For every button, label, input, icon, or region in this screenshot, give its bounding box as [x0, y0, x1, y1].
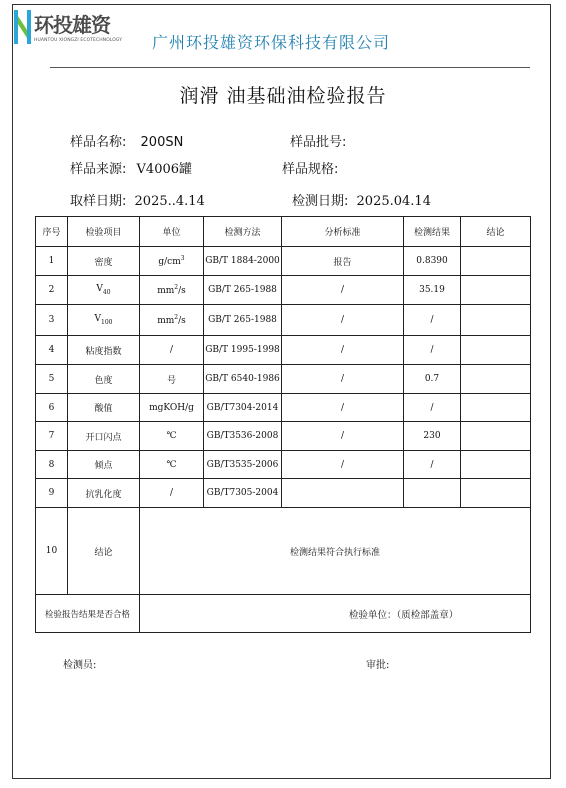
row-unit: / [140, 336, 204, 365]
test-date-value: 2025.04.14 [356, 194, 431, 209]
row-no: 2 [36, 276, 68, 305]
table-row [36, 305, 531, 336]
row-result: / [404, 451, 461, 479]
row-method: GB/T3535-2006 [204, 451, 282, 479]
row-no: 5 [36, 365, 68, 394]
table-row [36, 276, 531, 305]
row-unit: / [140, 479, 204, 508]
row-unit: $g/cm^3$ [140, 247, 204, 276]
row-item: $V_{100}$ [68, 305, 140, 336]
sample-name-field [70, 131, 183, 150]
row-standard: / [282, 276, 404, 305]
table-row [36, 451, 531, 479]
table-row [36, 247, 531, 276]
row-conclusion [461, 451, 531, 479]
sample-date-value: 2025..4.14 [134, 194, 205, 209]
header-method: 检测方法 [204, 217, 282, 247]
row-conclusion [461, 394, 531, 422]
row-no: 6 [36, 394, 68, 422]
header-standard: 分析标准 [282, 217, 404, 247]
source-field [70, 158, 192, 177]
spec-label: 样品规格: [282, 162, 339, 177]
row-unit: mgKOH/g [140, 394, 204, 422]
table-row [36, 479, 531, 508]
row-item: 粘度指数 [68, 336, 140, 365]
row-unit: ℃ [140, 422, 204, 451]
sample-date-field [70, 190, 205, 209]
row-result: 230 [404, 422, 461, 451]
row-method: GB/T 6540-1986 [204, 365, 282, 394]
inspector-label: 检测员: [63, 660, 97, 671]
row-result: 0.7 [404, 365, 461, 394]
row-no: 9 [36, 479, 68, 508]
table-row [36, 336, 531, 365]
row-conclusion [461, 336, 531, 365]
source-label: 样品来源: [70, 162, 127, 177]
table-row [36, 422, 531, 451]
row-method: GB/T3536-2008 [204, 422, 282, 451]
header-result: 检测结果 [404, 217, 461, 247]
row-item: 密度 [68, 247, 140, 276]
row-unit: 号 [140, 365, 204, 394]
row-result [404, 479, 461, 508]
test-date-label: 检测日期: [292, 194, 349, 209]
row-no: 1 [36, 247, 68, 276]
logo-name: 环投雄资 [34, 13, 110, 37]
row-standard [282, 479, 404, 508]
row-conclusion [461, 365, 531, 394]
table-row [36, 394, 531, 422]
qualify-row [36, 595, 531, 633]
row-unit: $mm^2/s$ [140, 276, 204, 305]
row-method: GB/T 265-1988 [204, 276, 282, 305]
row-conclusion [461, 422, 531, 451]
spec-field [282, 158, 338, 177]
test-date-field [292, 190, 431, 209]
header-unit: 单位 [140, 217, 204, 247]
row-item: 抗乳化度 [68, 479, 140, 508]
row-method: GB/T 265-1988 [204, 305, 282, 336]
row-standard: / [282, 451, 404, 479]
qualify-label: 检验报告结果是否合格 [36, 595, 140, 633]
conclusion-text: 检测结果符合执行标准 [140, 508, 531, 595]
company-name: 广州环投雄资环保科技有限公司 [152, 33, 391, 52]
row-no: 7 [36, 422, 68, 451]
row-conclusion [461, 479, 531, 508]
row-method: GB/T 1884-2000 [204, 247, 282, 276]
row-conclusion [461, 305, 531, 336]
batch-label: 样品批号: [290, 135, 347, 150]
row-result: 0.8390 [404, 247, 461, 276]
row-method: GB/T7304-2014 [204, 394, 282, 422]
row-method: GB/T 1995-1998 [204, 336, 282, 365]
logo-subtitle: HUANTOU XIONGZI ECOTECHNOLOGY [34, 38, 123, 43]
logo-mark-icon [14, 8, 32, 46]
row-standard: / [282, 336, 404, 365]
sample-date-label: 取样日期: [70, 194, 127, 209]
report-title: 润滑 油基础油检验报告 [179, 85, 387, 107]
conclusion-row [36, 508, 531, 595]
company-logo [14, 8, 123, 50]
row-result: / [404, 336, 461, 365]
conclusion-label: 结论 [68, 508, 140, 595]
row-conclusion [461, 247, 531, 276]
row-no: 3 [36, 305, 68, 336]
sample-name-value: 200SN [140, 135, 184, 150]
header-item: 检验项目 [68, 217, 140, 247]
qualify-unit-label: 检验单位：（质检部盖章） [140, 595, 531, 633]
header-no: 序号 [36, 217, 68, 247]
row-unit: $mm^2/s$ [140, 305, 204, 336]
row-item: 酸值 [68, 394, 140, 422]
row-item: 开口闪点 [68, 422, 140, 451]
row-standard: / [282, 422, 404, 451]
row-item: 色度 [68, 365, 140, 394]
row-no: 8 [36, 451, 68, 479]
row-standard: / [282, 394, 404, 422]
header-conclusion: 结论 [461, 217, 531, 247]
batch-field [290, 131, 346, 150]
row-standard: / [282, 305, 404, 336]
table-header-row [36, 217, 531, 247]
sample-name-label: 样品名称: [70, 135, 127, 150]
header-divider [50, 67, 530, 68]
row-unit: ℃ [140, 451, 204, 479]
source-value: V4006罐 [136, 162, 193, 177]
row-result: / [404, 394, 461, 422]
row-conclusion [461, 276, 531, 305]
row-result: / [404, 305, 461, 336]
row-method: GB/T7305-2004 [204, 479, 282, 508]
row-standard: / [282, 365, 404, 394]
row-item: $V_{40}$ [68, 276, 140, 305]
reviewer-label: 审批: [366, 660, 390, 671]
row-standard: 报告 [282, 247, 404, 276]
row-item: 倾点 [68, 451, 140, 479]
row-no: 4 [36, 336, 68, 365]
table-row [36, 365, 531, 394]
conclusion-no: 10 [36, 508, 68, 595]
results-table [35, 216, 531, 633]
row-result: 35.19 [404, 276, 461, 305]
